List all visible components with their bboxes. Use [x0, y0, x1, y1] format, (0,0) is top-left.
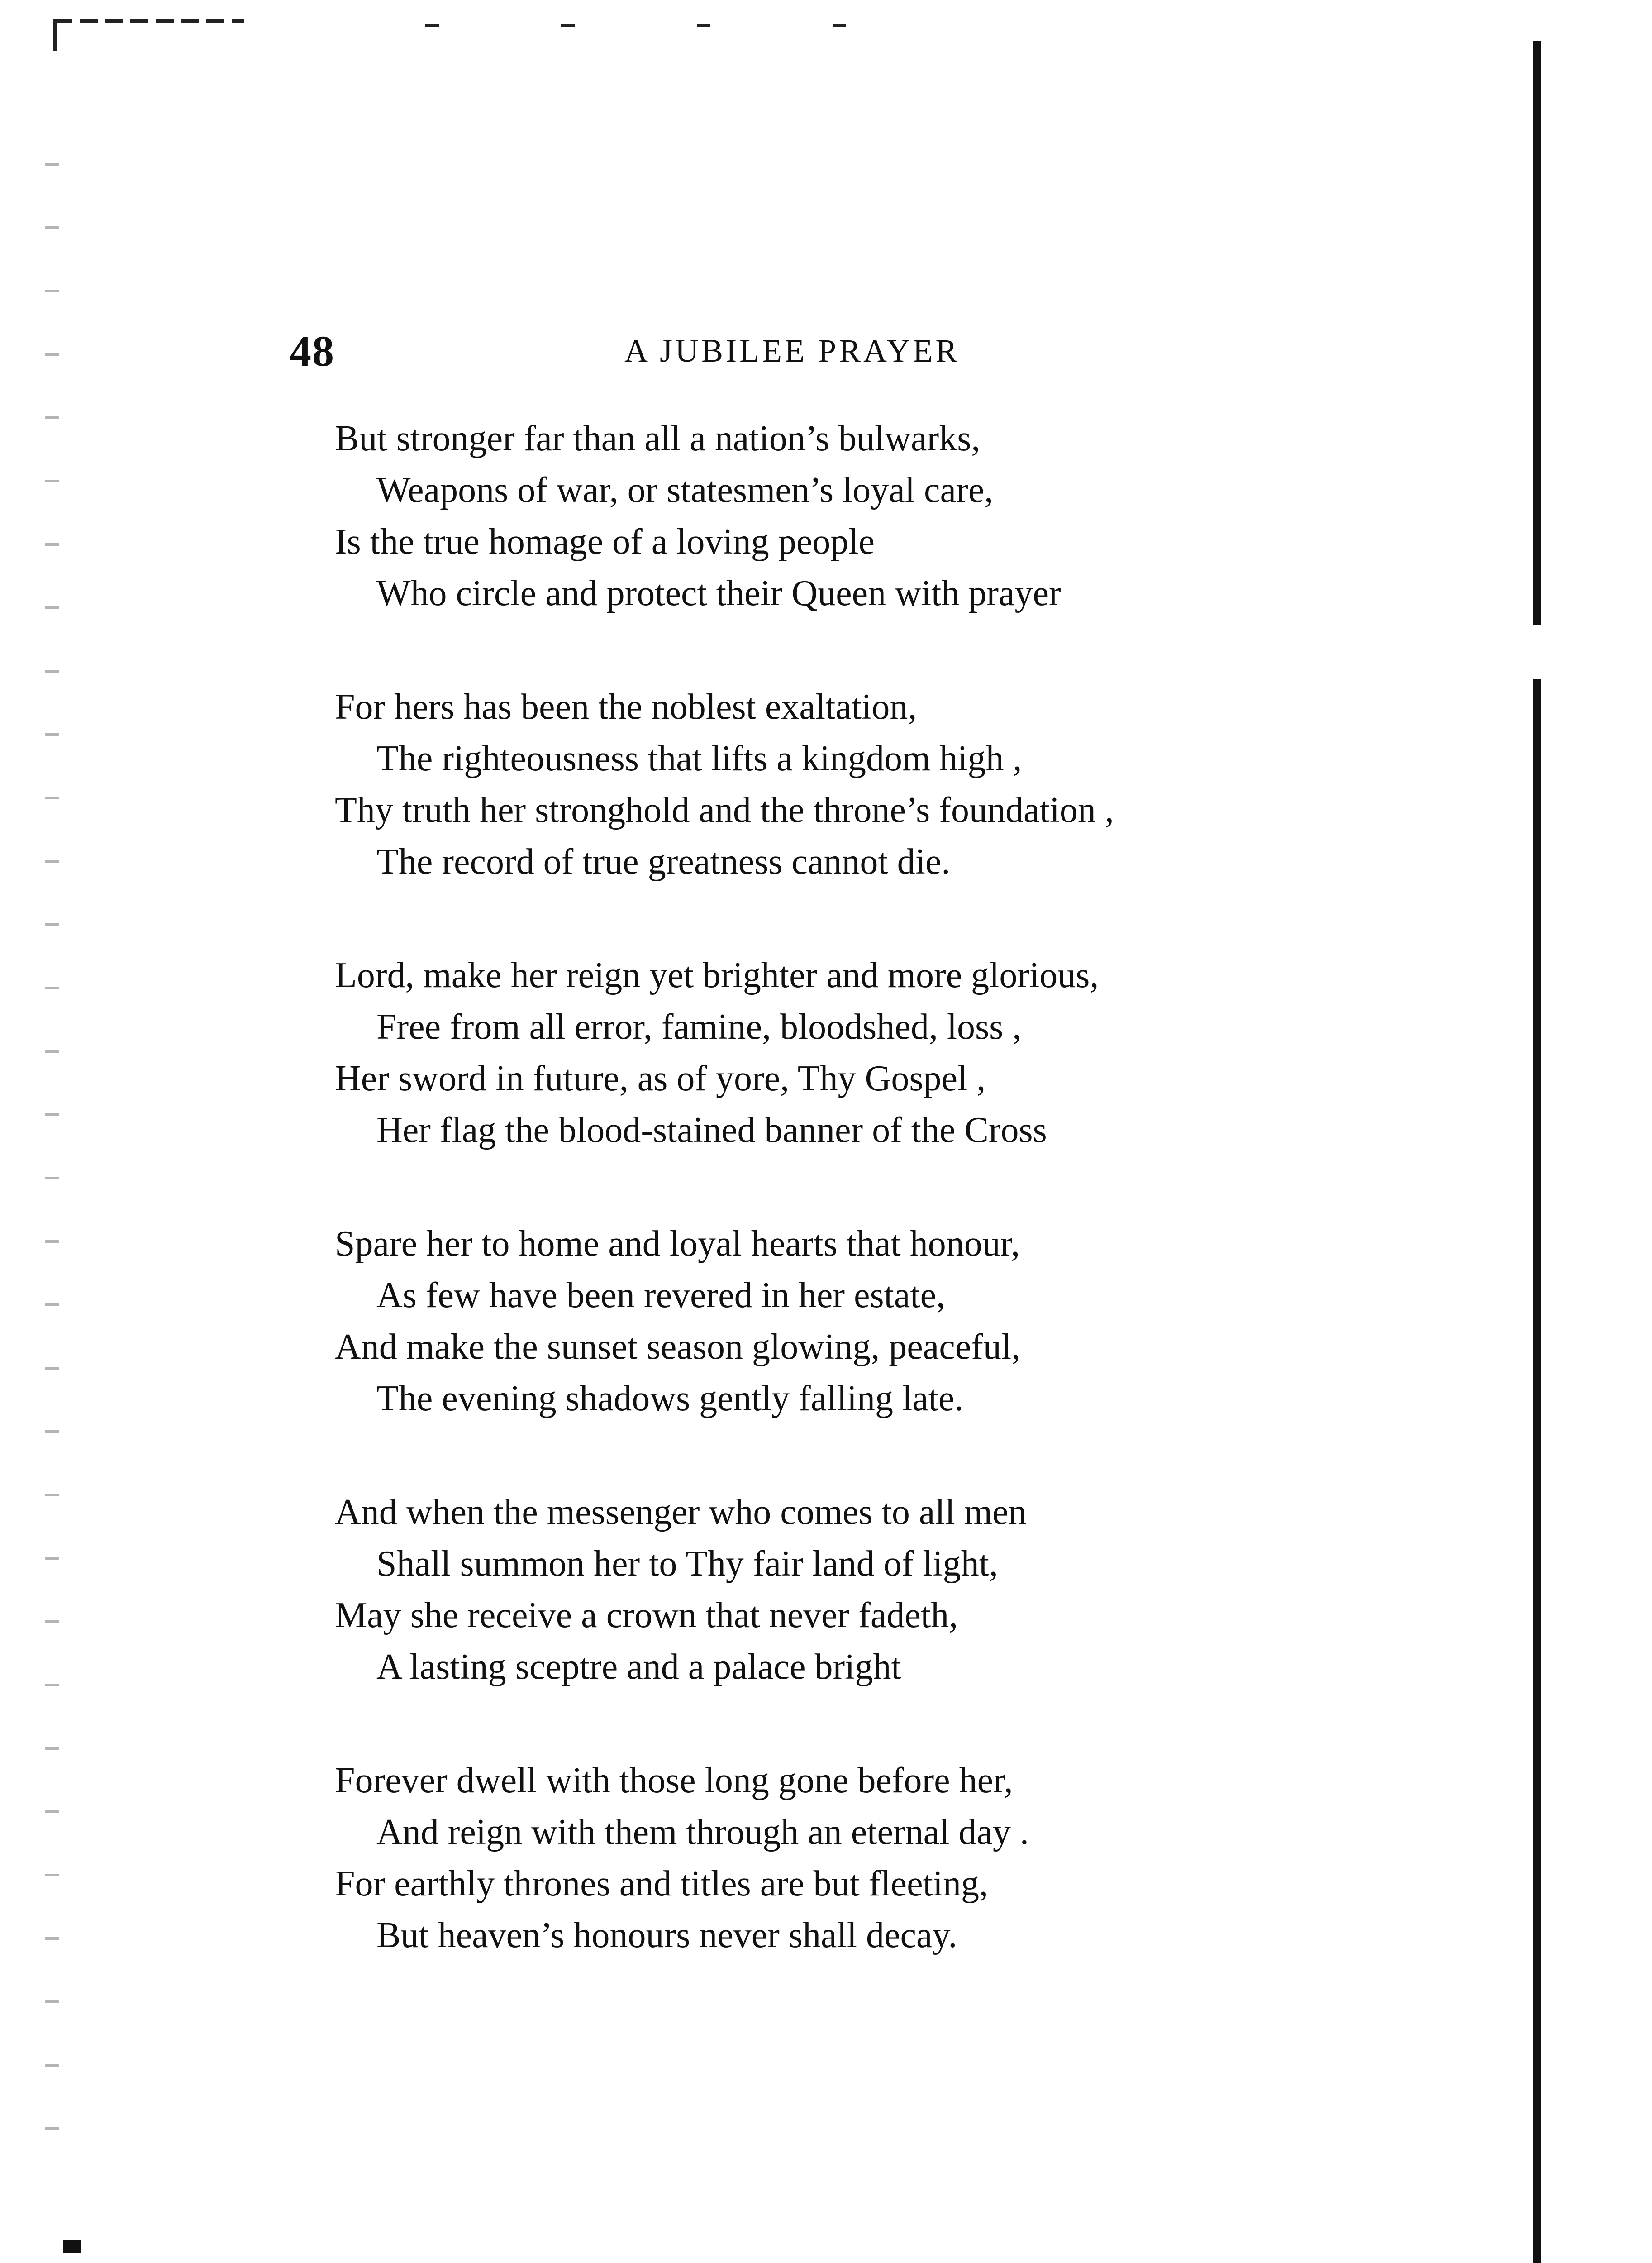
poem-line: Shall summon her to Thy fair land of light,: [376, 1544, 998, 1584]
poem-line: The record of true greatness cannot die.: [376, 842, 951, 882]
page-number: 48: [290, 327, 335, 375]
running-head: [290, 326, 1330, 380]
poem-line: Lord, make her reign yet brighter and more glorious,: [335, 955, 1099, 995]
stanza-2: [335, 681, 1385, 888]
poem-line: Who circle and protect their Queen with prayer: [376, 573, 1061, 613]
poem-line: Free from all error, famine, bloodshed, loss ,: [376, 1007, 1022, 1047]
poem-line: Is the true homage of a loving people: [335, 522, 875, 562]
poem-line: For earthly thrones and titles are but fleeting,: [335, 1864, 989, 1904]
poem-line: Thy truth her stronghold and the throne’s foundation ,: [335, 790, 1114, 830]
stanza-4: [335, 1218, 1385, 1424]
poem-line: But stronger far than all a nation’s bulwarks,: [335, 419, 981, 458]
scan-top-rule-dashes: [425, 24, 950, 27]
stanza-1: [335, 413, 1385, 619]
poem-line: Weapons of war, or statesmen’s loyal care,: [376, 470, 994, 510]
scan-right-edge-bar-lower: [1533, 679, 1541, 2263]
poem-line: Spare her to home and loyal hearts that honour,: [335, 1224, 1020, 1264]
poem-line: Her flag the blood-stained banner of the Cross: [376, 1110, 1047, 1150]
poem-line: And when the messenger who comes to all men: [335, 1492, 1027, 1532]
poem-line: For hers has been the noblest exaltation,: [335, 687, 917, 727]
poem-line: And reign with them through an eternal day .: [376, 1812, 1029, 1852]
scan-right-edge-bar-upper: [1533, 41, 1541, 625]
poem-line: Forever dwell with those long gone before her,: [335, 1761, 1013, 1800]
running-title: A JUBILEE PRAYER: [624, 333, 960, 369]
poem: [335, 413, 1385, 2023]
poem-line: The evening shadows gently falling late.: [376, 1379, 964, 1418]
stanza-3: [335, 950, 1385, 1156]
stanza-6: [335, 1755, 1385, 1961]
stanza-5: [335, 1486, 1385, 1693]
poem-line: A lasting sceptre and a palace bright: [376, 1647, 901, 1687]
poem-line: As few have been revered in her estate,: [376, 1275, 946, 1315]
poem-line: The righteousness that lifts a kingdom high ,: [376, 739, 1022, 778]
scan-left-foot-mark: [63, 2240, 81, 2253]
poem-line: And make the sunset season glowing, peaceful,: [335, 1327, 1021, 1367]
scan-left-margin-noise: [45, 136, 59, 2172]
poem-line: May she receive a crown that never fadeth,: [335, 1595, 958, 1635]
poem-line: Her sword in future, as of yore, Thy Gospel ,: [335, 1059, 986, 1098]
scan-top-rule: [54, 19, 244, 23]
scan-edge-mark: [53, 19, 57, 51]
poem-line: But heaven’s honours never shall decay.: [376, 1915, 957, 1955]
